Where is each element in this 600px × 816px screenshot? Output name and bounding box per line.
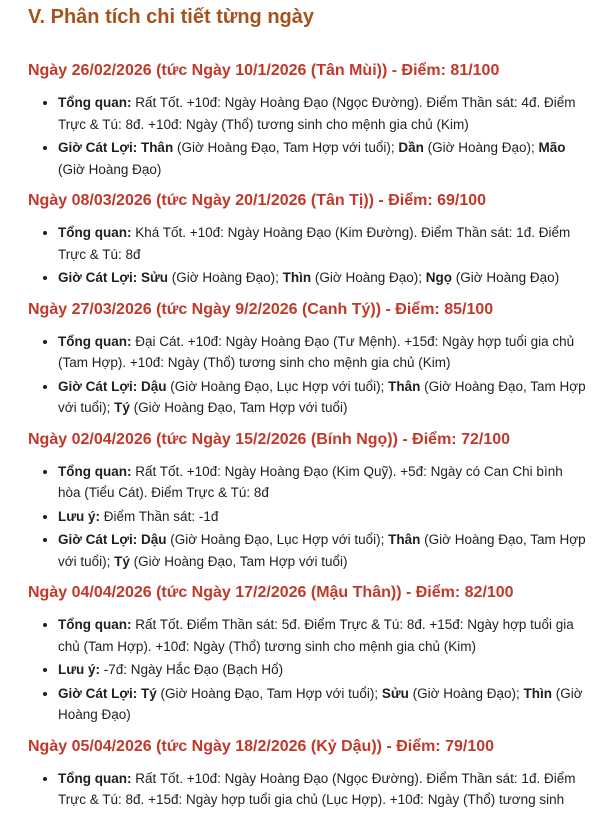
- day-heading: Ngày 04/04/2026 (tức Ngày 17/2/2026 (Mậu Thân)) - Điểm: 82/100: [28, 584, 514, 601]
- detail-text: Rất Tốt. +10đ: Ngày Hoàng Đạo (Kim Quỹ). +5đ: Ngày có Can Chi bình hòa (Tiểu Cát). Điểm Trực & Tú: 8đ: [58, 463, 563, 500]
- detail-text: (Giờ Hoàng Đạo, Tam Hợp với tuổi);: [58, 532, 586, 569]
- detail-label: Thân: [388, 532, 421, 547]
- day-heading: Ngày 02/04/2026 (tức Ngày 15/2/2026 (Bính Ngọ)) - Điểm: 72/100: [28, 430, 511, 448]
- detail-label: Tổng quan:: [58, 225, 132, 240]
- detail-text: Rất Tốt. +10đ: Ngày Hoàng Đạo (Ngọc Đường). Điểm Thần sát: 1đ. Điểm Trực & Tú: 8đ. +15đ: Ngày hợp tuổi gia chủ (Lục Hợp). +10đ: Ngày (Thổ) tương sinh: [58, 770, 576, 807]
- detail-item: [58, 506, 586, 528]
- detail-text: (Giờ Hoàng Đạo, Lục Hợp với tuổi);: [166, 378, 389, 394]
- detail-item: [58, 331, 586, 374]
- detail-item: [58, 376, 586, 419]
- detail-label: Thìn: [282, 270, 312, 285]
- detail-label: Ngọ: [425, 270, 453, 285]
- day-details-list: [28, 331, 586, 419]
- day-heading: Ngày 27/03/2026 (tức Ngày 9/2/2026 (Canh Tý)) - Điểm: 85/100: [28, 300, 494, 318]
- detail-item: [58, 768, 586, 811]
- detail-text: (Giờ Hoàng Đạo): [452, 270, 560, 285]
- detail-label: Tý: [114, 553, 130, 569]
- detail-text: (Giờ Hoàng Đạo);: [311, 270, 426, 285]
- detail-item: [58, 659, 586, 681]
- detail-label: Thìn: [523, 685, 553, 701]
- detail-text: (Giờ Hoàng Đạo);: [408, 685, 524, 701]
- detail-text: Điểm Thần sát: -1đ: [100, 508, 219, 524]
- detail-text: (Giờ Hoàng Đạo, Tam Hợp với tuổi): [129, 553, 348, 569]
- detail-text: Rất Tốt. +10đ: Ngày Hoàng Đạo (Ngọc Đường). Điểm Thần sát: 4đ. Điểm Trực & Tú: 8đ. +10đ: Ngày (Thổ) tương sinh cho mệnh gia chủ (Kim): [58, 95, 576, 132]
- detail-text: (Giờ Hoàng Đạo): [58, 685, 583, 722]
- detail-item: [58, 614, 586, 657]
- detail-item: [58, 137, 586, 180]
- detail-item: [58, 461, 586, 504]
- day-section: [28, 190, 586, 289]
- day-details-list: [28, 768, 586, 811]
- detail-label: Tổng quan:: [58, 770, 132, 786]
- detail-item: [58, 683, 586, 726]
- day-section: [28, 582, 586, 726]
- detail-text: Khá Tốt. +10đ: Ngày Hoàng Đạo (Kim Đường). Điểm Thần sát: 1đ. Điểm Trực & Tú: 8đ: [58, 225, 571, 262]
- detail-text: Rất Tốt. Điểm Thần sát: 5đ. Điểm Trực & Tú: 8đ. +15đ: Ngày hợp tuổi gia chủ (Tam Hợp). +10đ: Ngày (Thổ) tương sinh cho mệnh gia chủ (Kim): [58, 617, 574, 654]
- detail-text: -7đ: Ngày Hắc Đạo (Bạch Hổ): [100, 662, 284, 677]
- detail-text: (Giờ Hoàng Đạo): [58, 161, 162, 177]
- detail-text: (Giờ Hoàng Đạo);: [167, 270, 283, 285]
- day-section: [28, 736, 586, 811]
- detail-label: Mão: [538, 140, 566, 155]
- detail-label: Giờ Cát Lợi: Dậu: [58, 532, 167, 547]
- day-heading: Ngày 26/02/2026 (tức Ngày 10/1/2026 (Tân Mùi)) - Điểm: 81/100: [28, 62, 500, 79]
- detail-text: (Giờ Hoàng Đạo, Tam Hợp với tuổi): [129, 400, 348, 415]
- detail-item: [58, 529, 586, 572]
- detail-label: Thân: [388, 378, 421, 394]
- day-details-list: [28, 461, 586, 573]
- day-section: [28, 60, 586, 180]
- day-details-list: [28, 614, 586, 726]
- page-title: V. Phân tích chi tiết từng ngày: [28, 6, 315, 28]
- detail-label: Giờ Cát Lợi: Tý: [58, 685, 157, 701]
- detail-item: [58, 267, 586, 289]
- detail-label: Tý: [114, 400, 130, 415]
- detail-text: (Giờ Hoàng Đạo, Lục Hợp với tuổi);: [166, 532, 389, 547]
- detail-label: Giờ Cát Lợi: Thân: [58, 140, 174, 155]
- detail-item: [58, 222, 586, 265]
- detail-label: Giờ Cát Lợi: Dậu: [58, 378, 167, 394]
- detail-text: (Giờ Hoàng Đạo, Tam Hợp với tuổi);: [58, 378, 586, 415]
- detail-label: Lưu ý:: [58, 662, 101, 677]
- detail-text: Đại Cát. +10đ: Ngày Hoàng Đạo (Tư Mệnh). +15đ: Ngày hợp tuổi gia chủ (Tam Hợp). +10đ: Ngày (Thổ) tương sinh cho mệnh gia chủ (Kim): [58, 333, 575, 370]
- detail-label: Giờ Cát Lợi: Sửu: [58, 270, 168, 285]
- detail-label: Tổng quan:: [58, 95, 132, 110]
- day-sections-container: [28, 60, 586, 811]
- day-heading: Ngày 08/03/2026 (tức Ngày 20/1/2026 (Tân Tị)) - Điểm: 69/100: [28, 192, 487, 209]
- day-details-list: [28, 92, 586, 180]
- day-heading: Ngày 05/04/2026 (tức Ngày 18/2/2026 (Kỷ Dậu)) - Điểm: 79/100: [28, 737, 495, 755]
- detail-label: Tổng quan:: [58, 617, 132, 632]
- day-section: [28, 429, 586, 573]
- detail-label: Lưu ý:: [58, 508, 101, 524]
- detail-label: Dần: [398, 140, 424, 155]
- detail-text: (Giờ Hoàng Đạo, Tam Hợp với tuổi);: [156, 685, 382, 701]
- detail-item: [58, 92, 586, 135]
- day-details-list: [28, 222, 586, 289]
- detail-text: (Giờ Hoàng Đạo, Tam Hợp với tuổi);: [173, 140, 399, 155]
- detail-label: Tổng quan:: [58, 333, 132, 349]
- detail-label: Tổng quan:: [58, 463, 132, 479]
- detail-label: Sửu: [381, 685, 409, 701]
- detail-text: (Giờ Hoàng Đạo);: [423, 140, 539, 155]
- day-section: [28, 299, 586, 419]
